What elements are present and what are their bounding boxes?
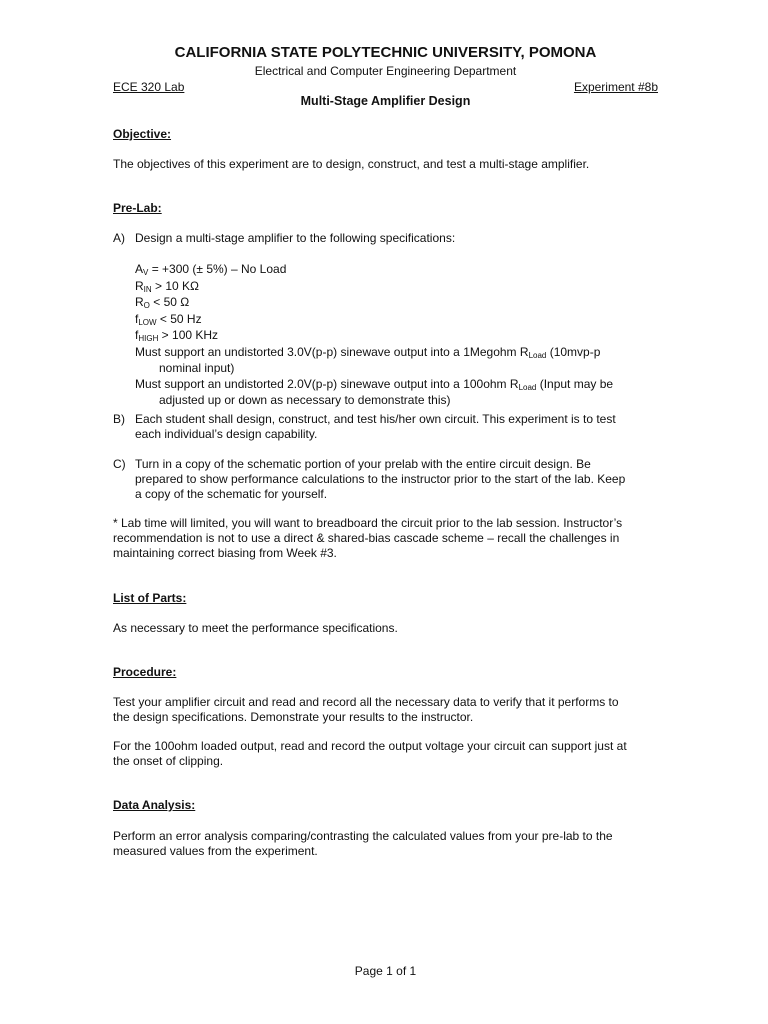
note-line: maintaining correct biasing from Week #3. bbox=[113, 546, 337, 560]
document-title: Multi-Stage Amplifier Design bbox=[300, 94, 471, 108]
prelab-item-b bbox=[113, 412, 658, 442]
procedure-paragraph-1 bbox=[113, 695, 673, 725]
prelab-note bbox=[113, 516, 673, 561]
parts-text: As necessary to meet the performance specifications. bbox=[113, 621, 398, 635]
spec-output-1meg-cont: nominal input) bbox=[159, 361, 235, 375]
analysis-line: measured values from the experiment. bbox=[113, 844, 318, 858]
department-name: Electrical and Computer Engineering Department bbox=[254, 64, 517, 78]
procedure-line: Test your amplifier circuit and read and record all the necessary data to verify that it performs to bbox=[113, 695, 619, 709]
item-b-line: Each student shall design, construct, and test his/her own circuit. This experiment is to test bbox=[135, 412, 616, 426]
objective-text: The objectives of this experiment are to design, construct, and test a multi-stage amplifier. bbox=[113, 157, 590, 171]
item-c-line: Turn in a copy of the schematic portion of your prelab with the entire circuit design. Be bbox=[135, 457, 591, 471]
item-a-text: Design a multi-stage amplifier to the following specifications: bbox=[135, 231, 456, 245]
item-b-line: each individual’s design capability. bbox=[135, 427, 318, 441]
procedure-heading: Procedure: bbox=[113, 665, 177, 679]
spec-output-1meg: Must support an undistorted 3.0V(p-p) sinewave output into a 1Megohm $R_{Load}$ (10mvp-p bbox=[135, 344, 601, 360]
spec-list bbox=[135, 262, 665, 409]
spec-fhigh: $f_{HIGH} > 100$ KHz bbox=[135, 328, 219, 343]
parts-heading: List of Parts: bbox=[113, 591, 187, 605]
procedure-line: For the 100ohm loaded output, read and record the output voltage your circuit can support just at bbox=[113, 739, 627, 753]
spec-ro: $R_O < 50$ Ω bbox=[135, 295, 190, 310]
prelab-item-c bbox=[113, 457, 658, 502]
spec-output-100ohm: Must support an undistorted 2.0V(p-p) sinewave output into a 100ohm $R_{Load}$ (Input may be bbox=[135, 376, 614, 392]
analysis-line: Perform an error analysis comparing/contrasting the calculated values from your pre-lab to the bbox=[113, 829, 613, 843]
page-number: Page 1 of 1 bbox=[354, 964, 417, 978]
spec-output-100ohm-cont: adjusted up or down as necessary to demonstrate this) bbox=[159, 393, 451, 407]
item-c-line: prepared to show performance calculations to the instructor prior to the start of the lab. Keep bbox=[135, 472, 626, 486]
spec-rin: $R_{IN} > 10$ KΩ bbox=[135, 278, 200, 294]
item-c-line: a copy of the schematic for yourself. bbox=[135, 487, 328, 501]
note-line: recommendation is not to use a direct & shared-bias cascade scheme – recall the challenges in bbox=[113, 531, 620, 545]
prelab-item-a bbox=[113, 231, 658, 246]
item-b-label: B) bbox=[113, 412, 125, 426]
procedure-line: the onset of clipping. bbox=[113, 754, 224, 768]
analysis-heading: Data Analysis: bbox=[113, 798, 196, 812]
note-line: * Lab time will limited, you will want to breadboard the circuit prior to the lab session. Instructor’s bbox=[113, 516, 623, 530]
objective-heading: Objective: bbox=[113, 127, 172, 141]
university-title: CALIFORNIA STATE POLYTECHNIC UNIVERSITY, POMONA bbox=[174, 44, 597, 61]
item-a-label: A) bbox=[113, 231, 125, 245]
experiment-label: Experiment #8b bbox=[573, 80, 658, 94]
prelab-heading: Pre-Lab: bbox=[113, 201, 162, 215]
spec-flow: $f_{LOW} < 50$ Hz bbox=[135, 311, 202, 327]
procedure-paragraph-2 bbox=[113, 739, 673, 769]
procedure-line: the design specifications. Demonstrate your results to the instructor. bbox=[113, 710, 474, 724]
item-c-label: C) bbox=[113, 457, 126, 471]
course-label: ECE 320 Lab bbox=[113, 80, 185, 94]
analysis-text bbox=[113, 829, 673, 859]
spec-av: $A_V = +300$ (± 5%) – No Load bbox=[135, 262, 287, 277]
